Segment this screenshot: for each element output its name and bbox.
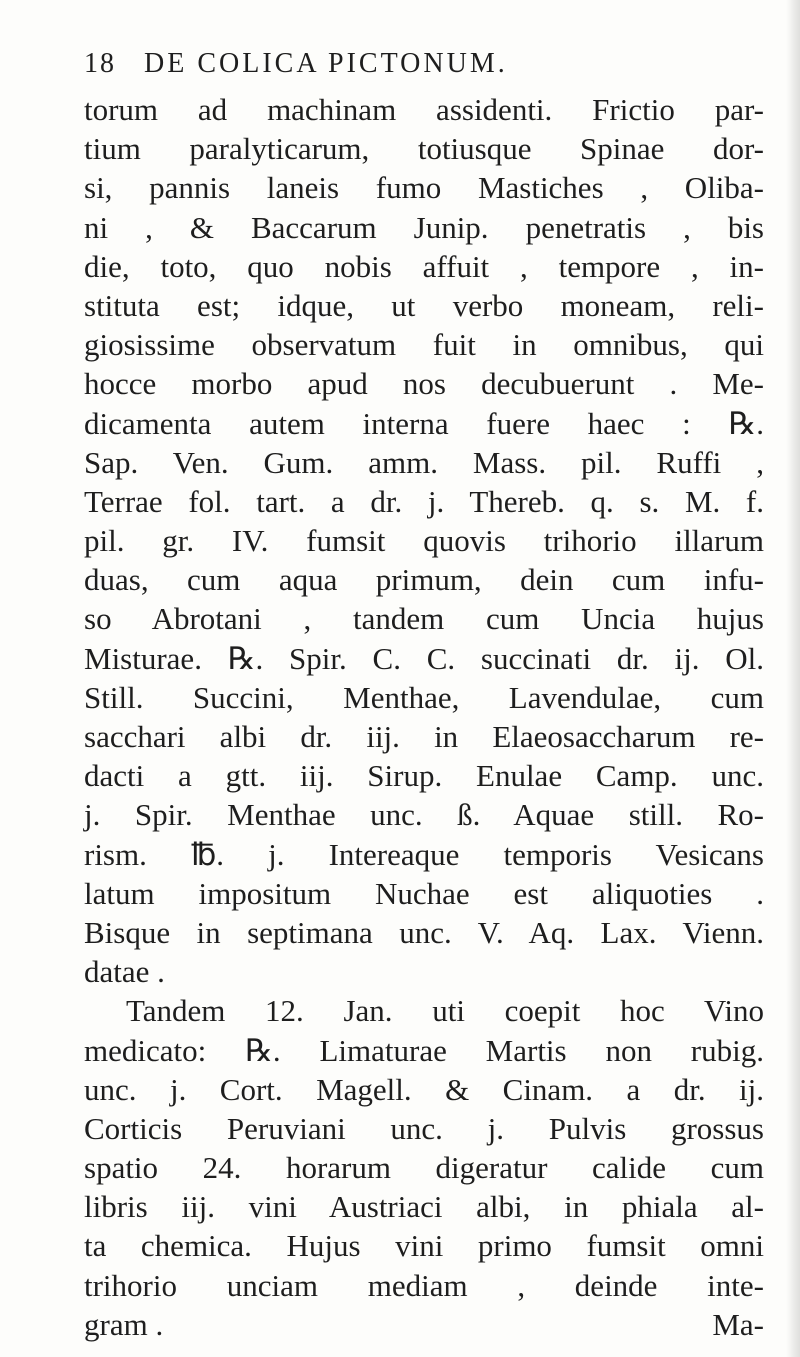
text-line: trihorio unciam mediam , deinde inte- [84,1267,764,1303]
page-number: 18 [84,48,116,79]
text-line: Tandem 12. Jan. uti coepit hoc Vino [126,993,764,1029]
text-line: libris iij. vini Austriaci albi, in phiala al- [84,1189,764,1225]
text-line: datae . [84,954,165,990]
text-line: pil. gr. IV. fumsit quovis trihorio illarum [84,523,764,559]
catchword: Ma- [712,1306,764,1342]
text-line: gram . [84,1306,164,1342]
body-text [84,90,764,1344]
text-line: torum ad machinam assidenti. Frictio par- [84,92,764,127]
page-edge-shadow [786,0,800,1357]
text-line: ta chemica. Hujus vini primo fumsit omni [84,1228,764,1264]
text-line: Bisque in septimana unc. V. Aq. Lax. Vienn. [84,914,764,950]
text-line: spatio 24. horarum digeratur calide cum [84,1150,764,1186]
text-line: hocce morbo apud nos decubuerunt . Me- [84,366,764,402]
text-line: Sap. Ven. Gum. amm. Mass. pil. Ruffi , [84,444,764,480]
text-line: tium paralyticarum, totiusque Spinae dor- [84,131,764,167]
text-line: stituta est; idque, ut verbo moneam, reli- [84,287,764,323]
text-line: dicamenta autem interna fuere haec : ℞. [84,405,764,441]
text-line: rism. ℔. j. Intereaque temporis Vesicans [84,836,764,872]
text-line-with-catchword [84,1305,764,1344]
text-line: duas, cum aqua primum, dein cum infu- [84,562,764,598]
text-line: Corticis Peruviani unc. j. Pulvis grossus [84,1110,764,1146]
text-line: ni , & Baccarum Junip. penetratis , bis [84,209,764,245]
page-header [84,48,724,88]
text-line: j. Spir. Menthae unc. ß. Aquae still. Ro- [84,797,764,833]
text-line: dacti a gtt. iij. Sirup. Enulae Camp. unc. [84,758,764,794]
text-line: die, toto, quo nobis affuit , tempore , in- [84,248,764,284]
text-line: latum impositum Nuchae est aliquoties . [84,875,764,911]
text-line: medicato: ℞. Limaturae Martis non rubig. [84,1032,764,1068]
text-line: Misturae. ℞. Spir. C. C. succinati dr. ij. Ol. [84,640,764,676]
text-line: sacchari albi dr. iij. in Elaeosaccharum re- [84,719,764,754]
text-line: si, pannis laneis fumo Mastiches , Oliba- [84,170,764,206]
text-line: Terrae fol. tart. a dr. j. Thereb. q. s. M. f. [84,483,764,519]
text-line: Still. Succini, Menthae, Lavendulae, cum [84,679,764,715]
text-line: so Abrotani , tandem cum Uncia hujus [84,601,764,637]
text-line: unc. j. Cort. Magell. & Cinam. a dr. ij. [84,1071,764,1107]
running-title: DE COLICA PICTONUM. [144,48,508,79]
text-line: giosissime observatum fuit in omnibus, qui [84,327,764,363]
